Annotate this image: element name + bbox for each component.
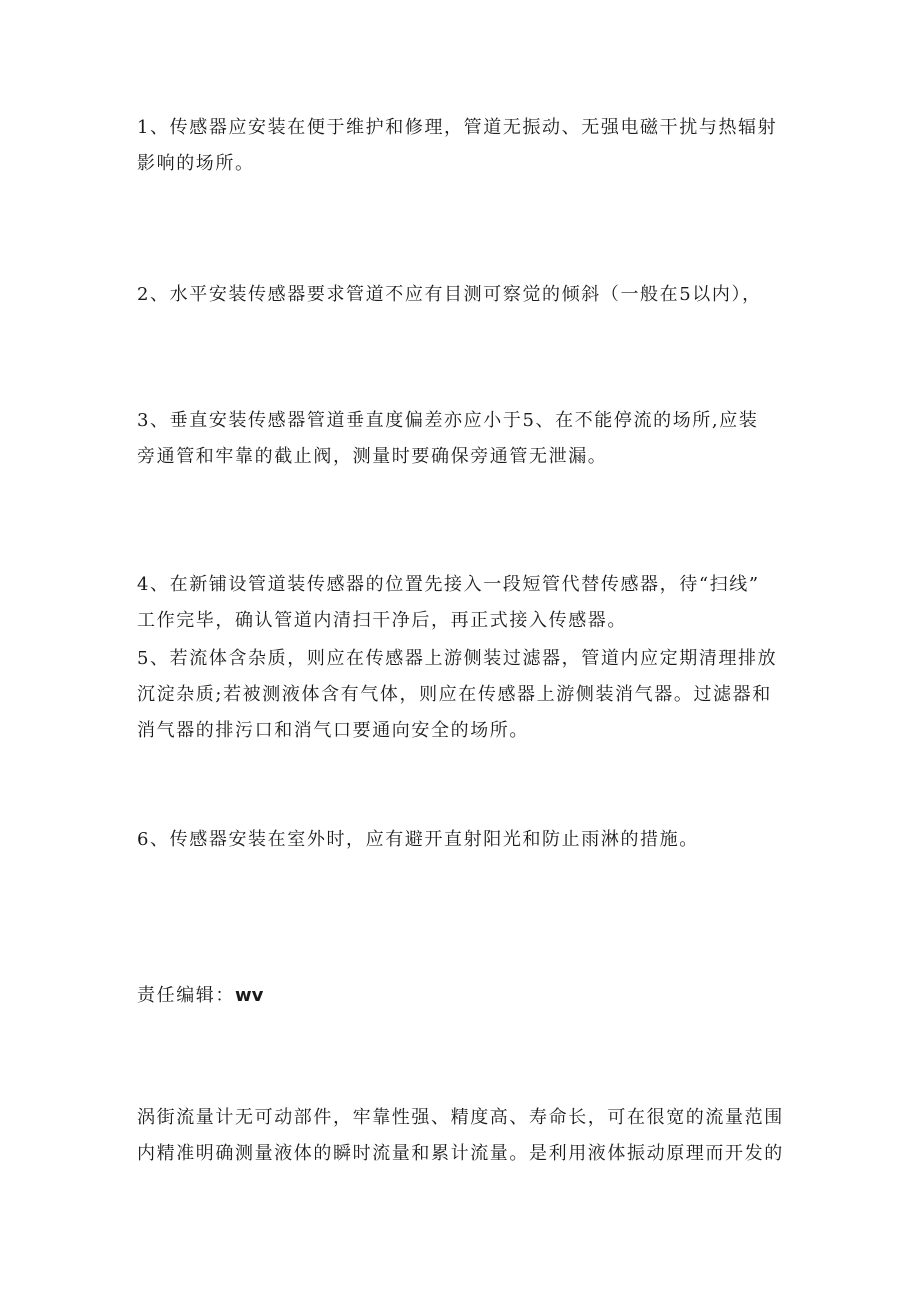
editor-name: wv (235, 985, 264, 1006)
paragraph-6 (137, 822, 797, 858)
paragraph-line: 5、若流体含杂质，则应在传感器上游侧装过滤器，管道内应定期清理排放 (137, 648, 778, 669)
paragraph-5 (137, 641, 797, 749)
paragraph-line: 旁通管和牢靠的截止阀，测量时要确保旁通管无泄漏。 (137, 446, 608, 467)
paragraph-line: 6、传感器安装在室外时，应有避开直射阳光和防止雨淋的措施。 (137, 829, 699, 850)
paragraph-line: 消气器的排污口和消气口要通向安全的场所。 (137, 720, 529, 741)
paragraph-line: 沉淀杂质;若被测液体含有气体，则应在传感器上游侧装消气器。过滤器和 (137, 684, 772, 705)
paragraph-1 (137, 110, 797, 182)
paragraph-line: 1、传感器应安装在便于维护和修理，管道无振动、无强电磁干扰与热辐射 (137, 117, 778, 138)
paragraph-2 (137, 277, 797, 313)
paragraph-line: 4、在新铺设管道装传感器的位置先接入一段短管代替传感器，待“扫线” (137, 574, 760, 595)
paragraph-7 (137, 1100, 797, 1172)
paragraph-line: 3、垂直安装传感器管道垂直度偏差亦应小于5、在不能停流的场所,应装 (137, 410, 759, 431)
paragraph-3 (137, 403, 797, 475)
paragraph-line: 影响的场所。 (137, 153, 255, 174)
paragraph-line: 涡街流量计无可动部件，牢靠性强、精度高、寿命长，可在很宽的流量范围 (137, 1107, 784, 1128)
responsible-editor (137, 978, 797, 1014)
paragraph-line: 内精准明确测量液体的瞬时流量和累计流量。是利用液体振动原理而开发的 (137, 1143, 784, 1164)
paragraph-line: 2、水平安装传感器要求管道不应有目测可察觉的倾斜（一般在5以内）， (137, 284, 762, 305)
editor-label: 责任编辑： (137, 985, 235, 1006)
paragraph-line: 工作完毕，确认管道内清扫干净后，再正式接入传感器。 (137, 610, 627, 631)
paragraph-4 (137, 567, 797, 639)
